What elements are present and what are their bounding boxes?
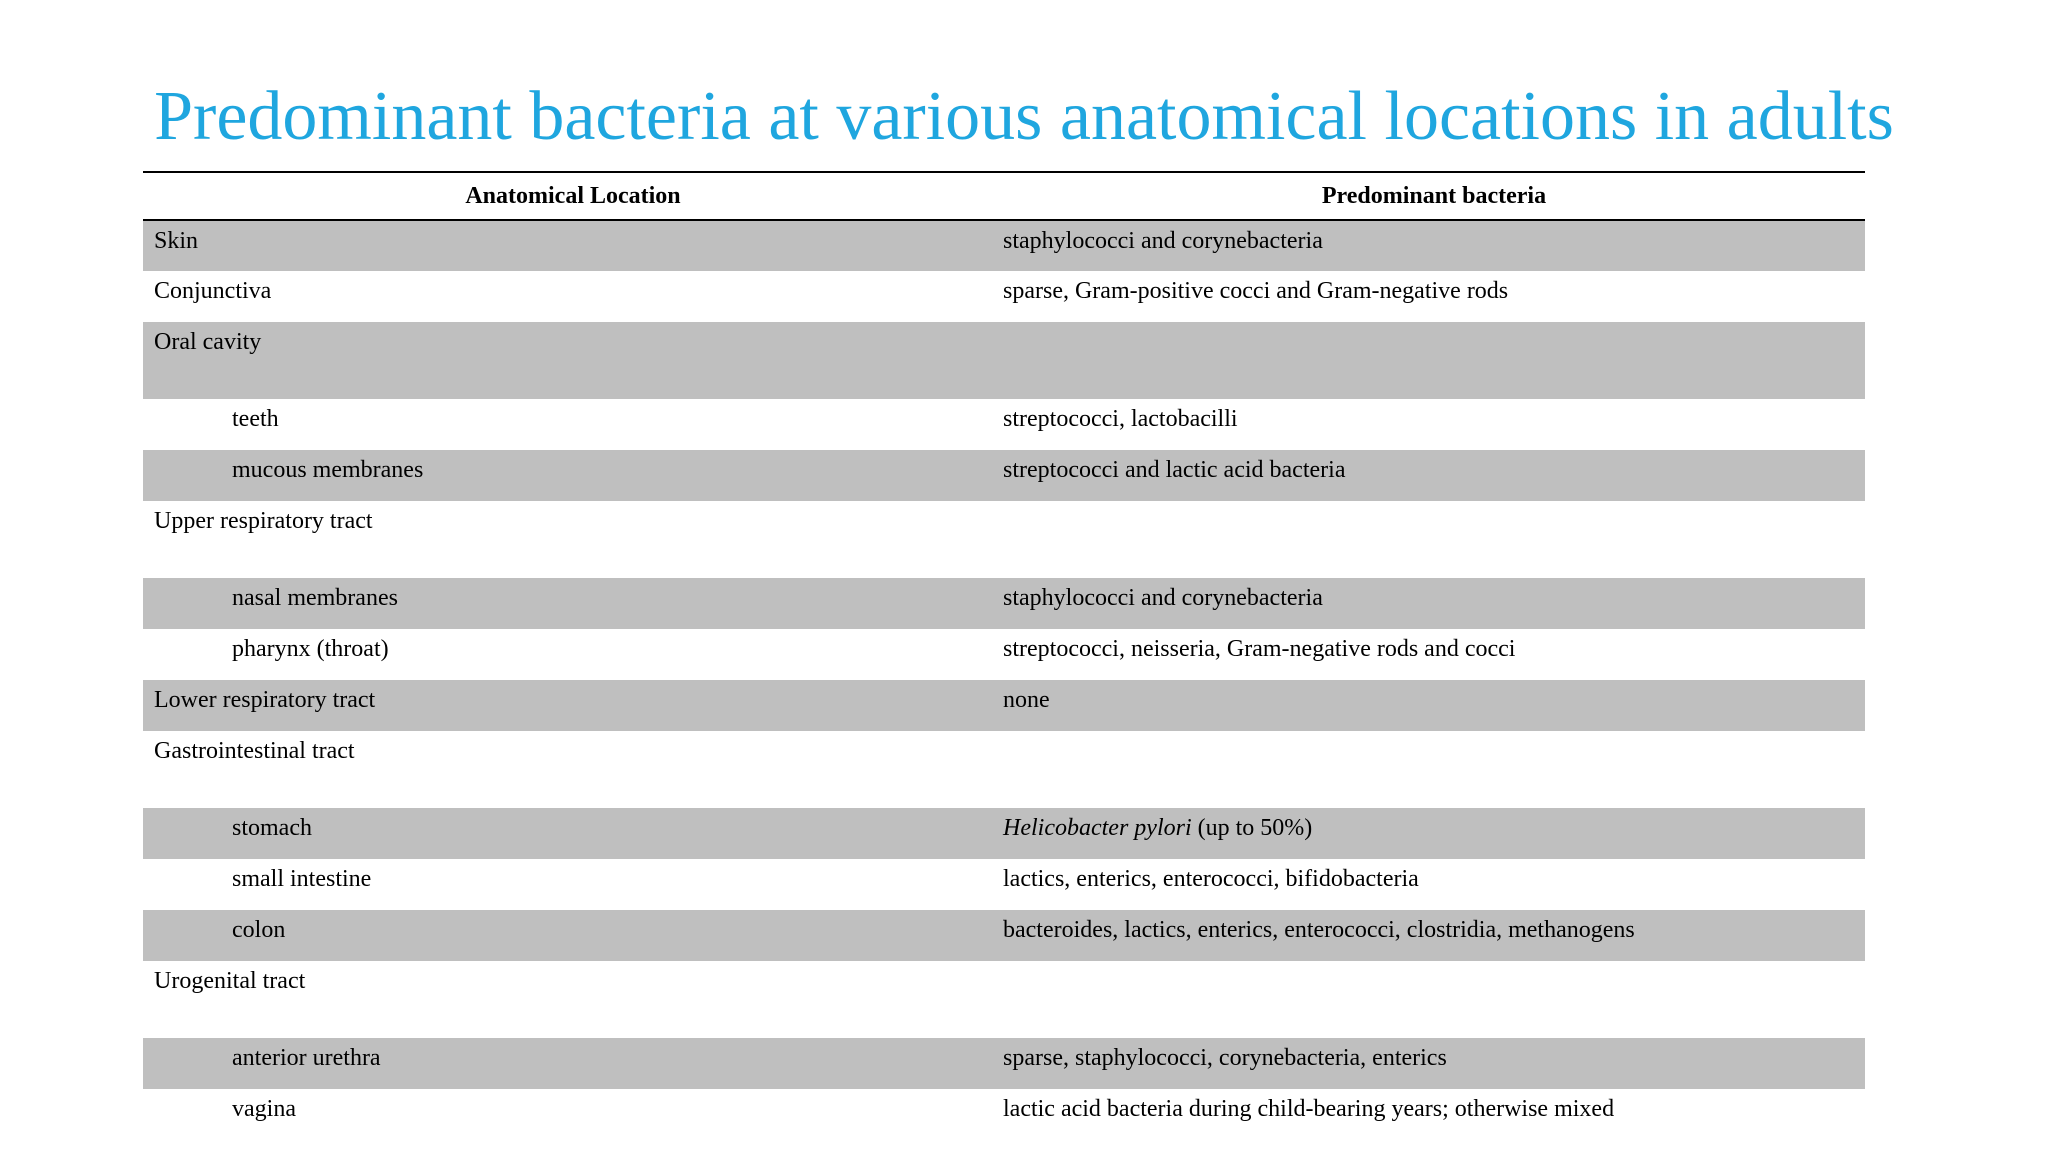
bacteria-cell: bacteroides, lactics, enterics, enterococci, clostridia, methanogens <box>1003 910 1865 961</box>
bacteria-cell <box>1003 731 1865 808</box>
location-cell: stomach <box>143 808 1003 859</box>
table-body <box>143 220 1865 1140</box>
table-header <box>143 172 1865 220</box>
location-cell: teeth <box>232 406 279 432</box>
location-cell: Skin <box>143 220 1003 271</box>
table-row <box>143 808 1865 859</box>
location-cell: vagina <box>232 1096 296 1122</box>
location-cell: Gastrointestinal tract <box>154 738 355 764</box>
bacteria-table <box>143 171 1865 1140</box>
table-row <box>143 731 1865 808</box>
bacteria-cell: streptococci, lactobacilli <box>1003 406 1238 432</box>
location-cell: Oral cavity <box>143 322 1003 399</box>
page-title: Predominant bacteria at various anatomical locations in adults <box>154 78 1894 155</box>
location-cell: Upper respiratory tract <box>154 508 373 534</box>
bacteria-cell: lactics, enterics, enterococci, bifidobacteria <box>1003 866 1419 892</box>
bacteria-table-container <box>143 171 1865 1140</box>
bacteria-cell: streptococci, neisseria, Gram-negative rods and cocci <box>1003 636 1516 662</box>
table-row <box>143 501 1865 578</box>
location-cell: Conjunctiva <box>154 278 272 304</box>
bacteria-cell: sparse, Gram-positive cocci and Gram-negative rods <box>1003 278 1509 304</box>
location-cell: pharynx (throat) <box>232 636 389 662</box>
location-cell: small intestine <box>232 866 372 892</box>
header-predominant-bacteria: Predominant bacteria <box>1003 172 1865 220</box>
table-row <box>143 271 1865 322</box>
bacteria-cell: staphylococci and corynebacteria <box>1003 578 1865 629</box>
table-row <box>143 910 1865 961</box>
table-row <box>143 629 1865 680</box>
location-cell: mucous membranes <box>143 450 1003 501</box>
bacteria-note: (up to 50%) <box>1191 815 1313 841</box>
table-row <box>143 859 1865 910</box>
table-row <box>143 578 1865 629</box>
location-cell: nasal membranes <box>143 578 1003 629</box>
bacteria-cell <box>1003 808 1865 859</box>
header-anatomical-location: Anatomical Location <box>143 172 1003 220</box>
table-row <box>143 450 1865 501</box>
table-row <box>143 399 1865 450</box>
location-cell: Lower respiratory tract <box>143 680 1003 731</box>
table-row <box>143 680 1865 731</box>
bacteria-cell: staphylococci and corynebacteria <box>1003 220 1865 271</box>
bacteria-italic-name: Helicobacter pylori <box>1003 815 1192 841</box>
location-cell: colon <box>143 910 1003 961</box>
bacteria-cell: streptococci and lactic acid bacteria <box>1003 450 1865 501</box>
table-row <box>143 322 1865 399</box>
bacteria-cell: sparse, staphylococci, corynebacteria, enterics <box>1003 1038 1865 1089</box>
bacteria-cell: none <box>1003 680 1865 731</box>
bacteria-cell <box>1003 322 1865 399</box>
header-row <box>143 172 1865 220</box>
location-cell: Urogenital tract <box>154 968 306 994</box>
location-cell: anterior urethra <box>143 1038 1003 1089</box>
table-row <box>143 961 1865 1038</box>
bacteria-cell <box>1003 961 1865 1038</box>
bacteria-cell <box>1003 501 1865 578</box>
table-row <box>143 220 1865 271</box>
table-row <box>143 1089 1865 1140</box>
table-row <box>143 1038 1865 1089</box>
bacteria-cell: lactic acid bacteria during child-bearing years; otherwise mixed <box>1003 1096 1615 1122</box>
